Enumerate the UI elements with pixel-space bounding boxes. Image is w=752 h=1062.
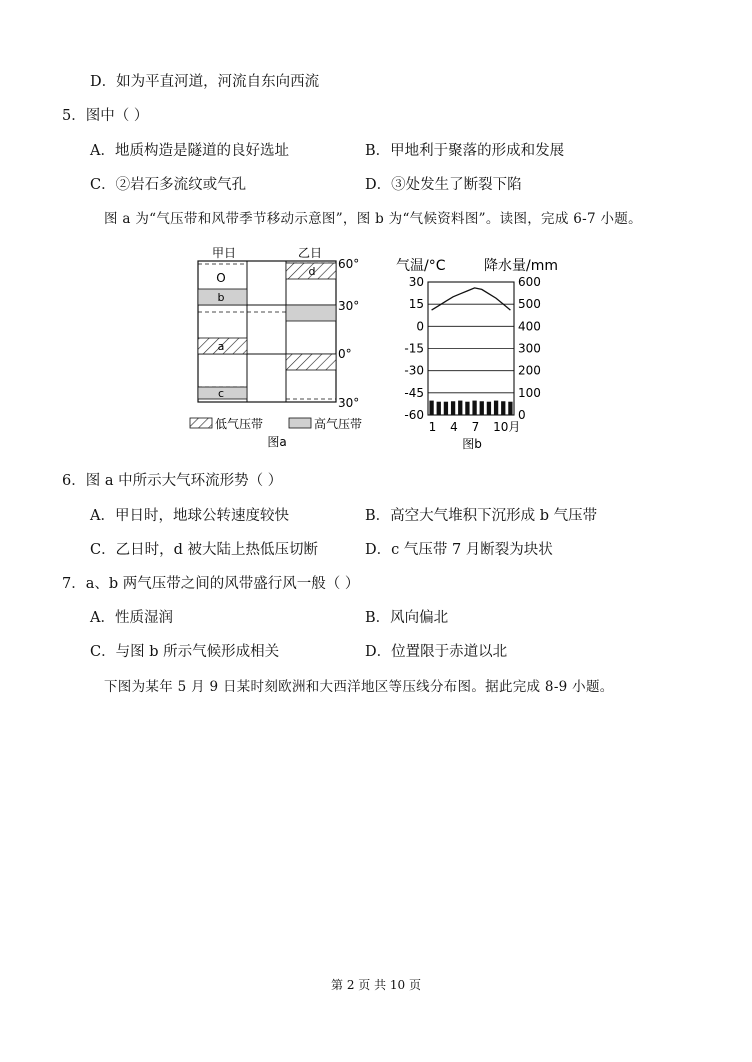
temp-tick-label: -60 [404,408,424,422]
precip-bar [480,401,484,415]
q6-option-b: B．高空大气堆积下沉形成 b 气压带 [365,508,598,524]
precip-tick-label: 200 [518,363,541,378]
label-a: a [217,340,225,353]
month-tick-label: 7 [471,420,480,434]
precip-tick-label: 600 [518,275,541,289]
precip-tick-label: 100 [518,385,541,400]
col-title-yi: 乙日 [297,246,323,260]
precip-tick-label: 300 [518,341,541,356]
legend-low-label: 低气压带 [215,417,264,431]
right-axis-label: 降水量/mm [484,258,558,274]
q5-option-b: B．甲地利于聚落的形成和发展 [365,143,565,159]
label-d: d [308,265,316,278]
temperature-line [432,288,511,310]
temperature-line-group [432,288,511,310]
left-axis-label: 气温/°C [396,258,446,274]
q6-option-a: A．甲日时，地球公转速度较快 [90,508,289,524]
q5-option-a: A．地质构造是隧道的良好选址 [90,143,289,159]
legend-low-swatch [190,418,212,428]
figure-b-climate-chart [392,250,582,460]
temp-tick-label: 15 [408,297,424,312]
temp-tick-label: 30 [408,275,424,289]
q5-option-c: C．②岩石多流纹或气孔 [90,177,247,193]
col-title-jia: 甲日 [211,246,237,260]
lat-0: 0° [338,347,352,361]
temp-tick-label: -15 [404,341,424,356]
page-footer: 第 2 页 共 10 页 [331,978,421,992]
precip-bar [444,402,448,415]
temp-tick-label: -30 [404,363,424,378]
label-b: b [217,291,225,304]
lat-30s: 30° [338,396,360,410]
precip-bar [501,401,505,415]
precip-bar [465,402,469,415]
q7-option-b: B．风向偏北 [365,610,449,626]
temp-tick-label: -45 [404,385,424,400]
label-o: O [216,271,226,285]
q6-option-c: C．乙日时，d 被大陆上热低压切断 [90,542,318,558]
q7-stem: 7．a、b 两气压带之间的风带盛行风一般（ ） [62,576,360,592]
temp-tick-label: 0 [416,319,424,334]
precip-tick-label: 500 [518,297,541,312]
legend-high-label: 高气压带 [314,417,363,431]
q5-option-d: D．③处发生了断裂下陷 [365,177,522,193]
month-tick-label: 1 [428,420,437,434]
precip-bar [458,401,462,415]
precip-bar [451,401,455,415]
q7-option-d: D．位置限于赤道以北 [365,644,508,660]
precip-tick-label: 400 [518,319,541,334]
precip-bar [508,402,512,415]
precip-bar [437,402,441,415]
q4-option-d: D．如为平直河道，河流自东向西流 [90,74,320,90]
legend-high-swatch [289,418,311,428]
q6-option-d: D．c 气压带 7 月断裂为块状 [365,542,553,558]
intro-6-7: 图 a 为“气压带和风带季节移动示意图”，图 b 为“气候资料图”。读图，完成 6-7 小题。 [104,211,642,227]
q5-stem: 5．图中（ ） [62,108,149,124]
month-tick-label: 10月 [493,420,521,434]
figure-a-pressure-belts [184,244,384,454]
lat-60: 60° [338,257,360,271]
label-c: c [217,387,225,400]
lat-30n: 30° [338,299,360,313]
q7-option-a: A．性质湿润 [90,610,173,626]
precip-tick-label: 0 [518,408,526,422]
belt-yi-low [286,354,336,370]
intro-8-9: 下图为某年 5 月 9 日某时刻欧洲和大西洋地区等压线分布图。据此完成 8-9 小题。 [104,679,614,695]
figure-b-caption: 图b [462,437,482,451]
figure-a-caption: 图a [267,435,287,449]
q6-stem: 6．图 a 中所示大气环流形势（ ） [62,473,283,489]
month-tick-label: 4 [450,420,458,434]
precip-bar [494,401,498,415]
precip-bar [429,401,433,415]
precipitation-bars [429,401,512,415]
q7-option-c: C．与图 b 所示气候形成相关 [90,644,280,660]
precip-bar [487,402,491,415]
belt-yi-high [286,305,336,321]
precip-bar [472,401,476,415]
